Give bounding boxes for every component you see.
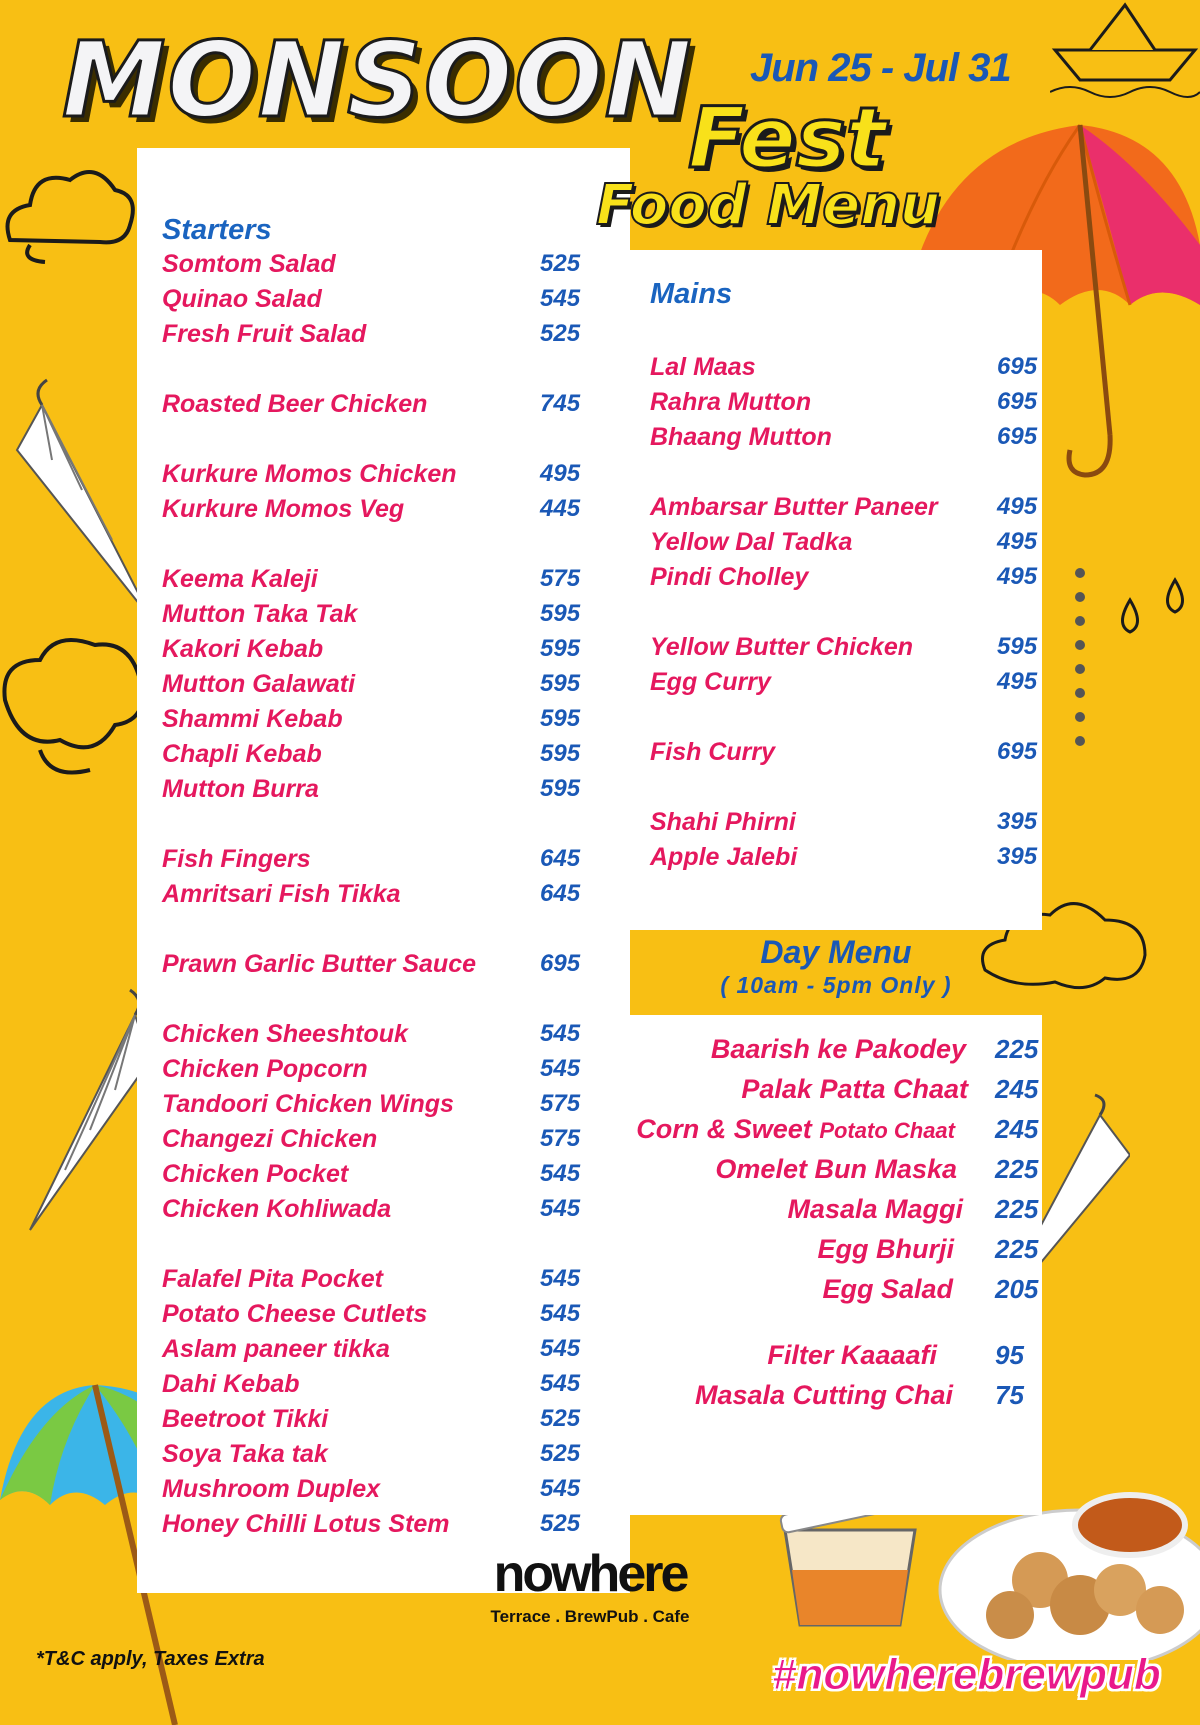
day-menu-row [630, 1154, 1042, 1192]
mains-item-price: 695 [997, 423, 1038, 450]
starter-item-name: Honey Chilli Lotus Stem [162, 1510, 450, 1538]
starter-row [162, 390, 600, 425]
starter-item-name: Amritsari Fish Tikka [162, 880, 401, 908]
starter-item-price: 595 [540, 600, 581, 627]
starter-item-price: 545 [540, 1020, 581, 1047]
mains-row [650, 563, 1057, 598]
mains-item-name: Egg Curry [650, 668, 771, 696]
mains-item-name: Lal Maas [650, 353, 756, 381]
mains-item-price: 695 [997, 353, 1038, 380]
starter-item-price: 645 [540, 845, 581, 872]
starter-item-price: 595 [540, 740, 581, 767]
day-menu-row [630, 1074, 1042, 1112]
day-menu-timing: ( 10am - 5pm Only ) [720, 972, 952, 998]
day-menu-item-price: 225 [995, 1234, 1039, 1264]
mains-item-price: 495 [997, 563, 1038, 590]
starter-row [162, 740, 600, 775]
starter-item-name: Mushroom Duplex [162, 1475, 381, 1503]
starter-row [162, 705, 600, 740]
day-menu-item-price: 75 [995, 1380, 1024, 1410]
mains-item-price: 695 [997, 738, 1038, 765]
day-menu-item-label: Omelet Bun Maska [715, 1154, 957, 1184]
starter-item-price: 575 [540, 1090, 581, 1117]
starter-item-price: 575 [540, 565, 581, 592]
terms-note: *T&C apply, Taxes Extra [36, 1648, 265, 1670]
day-menu-item-price: 225 [995, 1154, 1039, 1184]
mains-item-price: 395 [997, 843, 1038, 870]
page-title: MONSOON [62, 19, 694, 141]
day-menu-item-label: Egg Bhurji [817, 1234, 954, 1264]
starter-row [162, 250, 600, 285]
mains-item-name: Ambarsar Butter Paneer [650, 493, 938, 521]
mains-item-name: Fish Curry [650, 738, 776, 766]
starter-item-name: Potato Cheese Cutlets [162, 1300, 428, 1328]
dots-decoration [1070, 565, 1090, 775]
starter-item-price: 545 [540, 1055, 581, 1082]
day-menu-item-label: Masala Maggi [787, 1194, 963, 1224]
starter-item-name: Chicken Sheeshtouk [162, 1020, 408, 1048]
mains-item-price: 495 [997, 668, 1038, 695]
day-menu-item-name [767, 1340, 937, 1371]
mains-item-name: Apple Jalebi [650, 843, 798, 871]
starters-heading: Starters [162, 214, 272, 246]
mains-item-name: Yellow Butter Chicken [650, 633, 914, 661]
day-menu-row [630, 1234, 1042, 1272]
starter-item-price: 525 [540, 1440, 581, 1467]
festival-dates: Jun 25 - Jul 31 [750, 46, 1011, 90]
mains-row [650, 423, 1057, 458]
mains-item-price: 695 [997, 388, 1038, 415]
fest-heading: Fest [688, 89, 886, 187]
starter-row [162, 565, 600, 600]
starter-row [162, 670, 600, 705]
starter-item-name: Keema Kaleji [162, 565, 318, 593]
starter-item-name: Chapli Kebab [162, 740, 322, 768]
starter-row [162, 775, 600, 810]
starter-item-price: 495 [540, 460, 581, 487]
day-menu-item-label: Masala Cutting Chai [694, 1380, 953, 1410]
starter-item-price: 545 [540, 1475, 581, 1502]
day-menu-row [630, 1034, 1042, 1072]
mains-item-name: Shahi Phirni [650, 808, 796, 836]
starter-item-price: 645 [540, 880, 581, 907]
day-menu-item-name [787, 1194, 963, 1225]
day-menu-item-name [818, 1234, 955, 1265]
mains-item-price: 595 [997, 633, 1038, 660]
starter-item-price: 545 [540, 285, 581, 312]
day-menu-item-name [715, 1154, 957, 1185]
starter-row [162, 460, 600, 495]
brand-logo: nowhere [493, 1545, 687, 1603]
mains-heading: Mains [650, 278, 733, 310]
raindrop-icon [1110, 570, 1200, 660]
starter-row [162, 1510, 600, 1545]
starter-row [162, 1195, 600, 1230]
day-menu-item-label: Filter Kaaaafi [767, 1340, 937, 1370]
day-menu-row [630, 1380, 1042, 1418]
starter-item-price: 525 [540, 250, 581, 277]
starter-row [162, 845, 600, 880]
mains-row [650, 528, 1057, 563]
starter-item-price: 525 [540, 320, 581, 347]
starter-item-name: Beetroot Tikki [162, 1405, 329, 1433]
mains-item-price: 495 [997, 493, 1038, 520]
starter-row [162, 1020, 600, 1055]
day-menu-item-name [636, 1114, 955, 1145]
umbrella-icon-closed-left-2 [20, 980, 150, 1240]
starter-item-name: Quinao Salad [162, 285, 322, 313]
day-menu-item-name [711, 1034, 966, 1065]
starter-item-name: Roasted Beer Chicken [162, 390, 428, 418]
starter-item-name: Chicken Popcorn [162, 1055, 368, 1083]
day-menu-heading: Day Menu [760, 934, 912, 970]
mains-item-name: Yellow Dal Tadka [650, 528, 853, 556]
starter-item-name: Kurkure Momos Veg [162, 495, 405, 523]
starter-item-price: 575 [540, 1125, 581, 1152]
starter-item-price: 525 [540, 1510, 581, 1537]
mains-row [650, 668, 1057, 703]
mains-row [650, 843, 1057, 878]
starter-item-name: Shammi Kebab [162, 705, 343, 733]
mains-row [650, 353, 1057, 388]
starter-row [162, 600, 600, 635]
day-menu-item-price: 95 [995, 1340, 1024, 1370]
day-menu-item-price: 245 [995, 1114, 1039, 1144]
starter-item-name: Soya Taka tak [162, 1440, 328, 1468]
starter-item-name: Chicken Kohliwada [162, 1195, 392, 1223]
starter-item-name: Mutton Taka Tak [162, 600, 358, 628]
starter-item-price: 545 [540, 1265, 581, 1292]
day-menu-item-label-small: Potato Chaat [819, 1118, 955, 1143]
starter-item-price: 745 [540, 390, 581, 417]
starter-row [162, 320, 600, 355]
mains-row [650, 808, 1057, 843]
starter-row [162, 495, 600, 530]
mains-item-price: 395 [997, 808, 1038, 835]
starter-item-name: Mutton Burra [162, 775, 319, 803]
starter-row [162, 1300, 600, 1335]
day-menu-item-price: 205 [995, 1274, 1039, 1304]
cloud-icon-left-top [0, 150, 140, 280]
starter-item-price: 545 [540, 1370, 581, 1397]
day-menu-item-label: Egg Salad [822, 1274, 953, 1304]
starter-item-name: Kakori Kebab [162, 635, 324, 663]
boat-icon [1050, 0, 1200, 100]
starter-row [162, 950, 600, 985]
starter-item-name: Mutton Galawati [162, 670, 356, 698]
mains-row [650, 738, 1057, 773]
starter-item-name: Aslam paneer tikka [162, 1335, 390, 1363]
starter-row [162, 1405, 600, 1440]
food-menu-heading: Food Menu [596, 173, 940, 238]
starter-row [162, 1160, 600, 1195]
starter-item-name: Changezi Chicken [162, 1125, 378, 1153]
day-menu-item-label: Baarish ke Pakodey [710, 1034, 966, 1064]
mains-item-name: Pindi Cholley [650, 563, 809, 591]
starter-row [162, 635, 600, 670]
day-menu-item-label: Palak Patta Chaat [741, 1074, 968, 1104]
starter-item-price: 445 [540, 495, 581, 522]
starter-item-price: 545 [540, 1195, 581, 1222]
day-menu-item-name [822, 1274, 953, 1305]
starter-row [162, 1440, 600, 1475]
mains-item-price: 495 [997, 528, 1038, 555]
starter-row [162, 1265, 600, 1300]
day-menu-row [630, 1194, 1042, 1232]
starter-item-price: 595 [540, 705, 581, 732]
starter-row [162, 880, 600, 915]
mains-row [650, 633, 1057, 668]
starter-item-name: Falafel Pita Pocket [162, 1265, 383, 1293]
mains-item-name: Bhaang Mutton [650, 423, 832, 451]
starter-item-price: 595 [540, 775, 581, 802]
day-menu-row [630, 1274, 1042, 1312]
day-menu-item-price: 225 [995, 1194, 1039, 1224]
starter-row [162, 285, 600, 320]
starter-item-name: Dahi Kebab [162, 1370, 300, 1398]
starter-row [162, 1125, 600, 1160]
starter-item-name: Somtom Salad [162, 250, 336, 278]
starter-item-price: 545 [540, 1335, 581, 1362]
starter-item-name: Fish Fingers [162, 845, 311, 873]
hashtag: #nowherebrewpub [772, 1650, 1161, 1699]
mains-row [650, 388, 1057, 423]
starter-row [162, 1335, 600, 1370]
day-menu-row [630, 1114, 1042, 1152]
day-menu-item-name [695, 1380, 953, 1411]
cloud-icon-left-mid [0, 620, 150, 800]
day-menu-row [630, 1340, 1042, 1378]
day-menu-item-name [741, 1074, 968, 1105]
starter-row [162, 1055, 600, 1090]
starter-row [162, 1370, 600, 1405]
starter-item-name: Kurkure Momos Chicken [162, 460, 457, 488]
mains-item-name: Rahra Mutton [650, 388, 812, 416]
starter-item-price: 695 [540, 950, 581, 977]
starter-item-name: Chicken Pocket [162, 1160, 349, 1188]
mains-row [650, 493, 1057, 528]
brand-tagline: Terrace . BrewPub . Cafe [490, 1607, 690, 1626]
starter-item-name: Prawn Garlic Butter Sauce [162, 950, 477, 978]
day-menu-item-price: 245 [995, 1074, 1039, 1104]
starter-item-price: 545 [540, 1160, 581, 1187]
starter-item-price: 545 [540, 1300, 581, 1327]
starter-item-name: Tandoori Chicken Wings [162, 1090, 454, 1118]
starter-item-price: 595 [540, 635, 581, 662]
starter-row [162, 1090, 600, 1125]
starter-item-price: 525 [540, 1405, 581, 1432]
starter-row [162, 1475, 600, 1510]
starter-item-price: 595 [540, 670, 581, 697]
day-menu-item-price: 225 [995, 1034, 1039, 1064]
starter-item-name: Fresh Fruit Salad [162, 320, 367, 348]
day-menu-item-label: Corn & Sweet [636, 1114, 812, 1144]
